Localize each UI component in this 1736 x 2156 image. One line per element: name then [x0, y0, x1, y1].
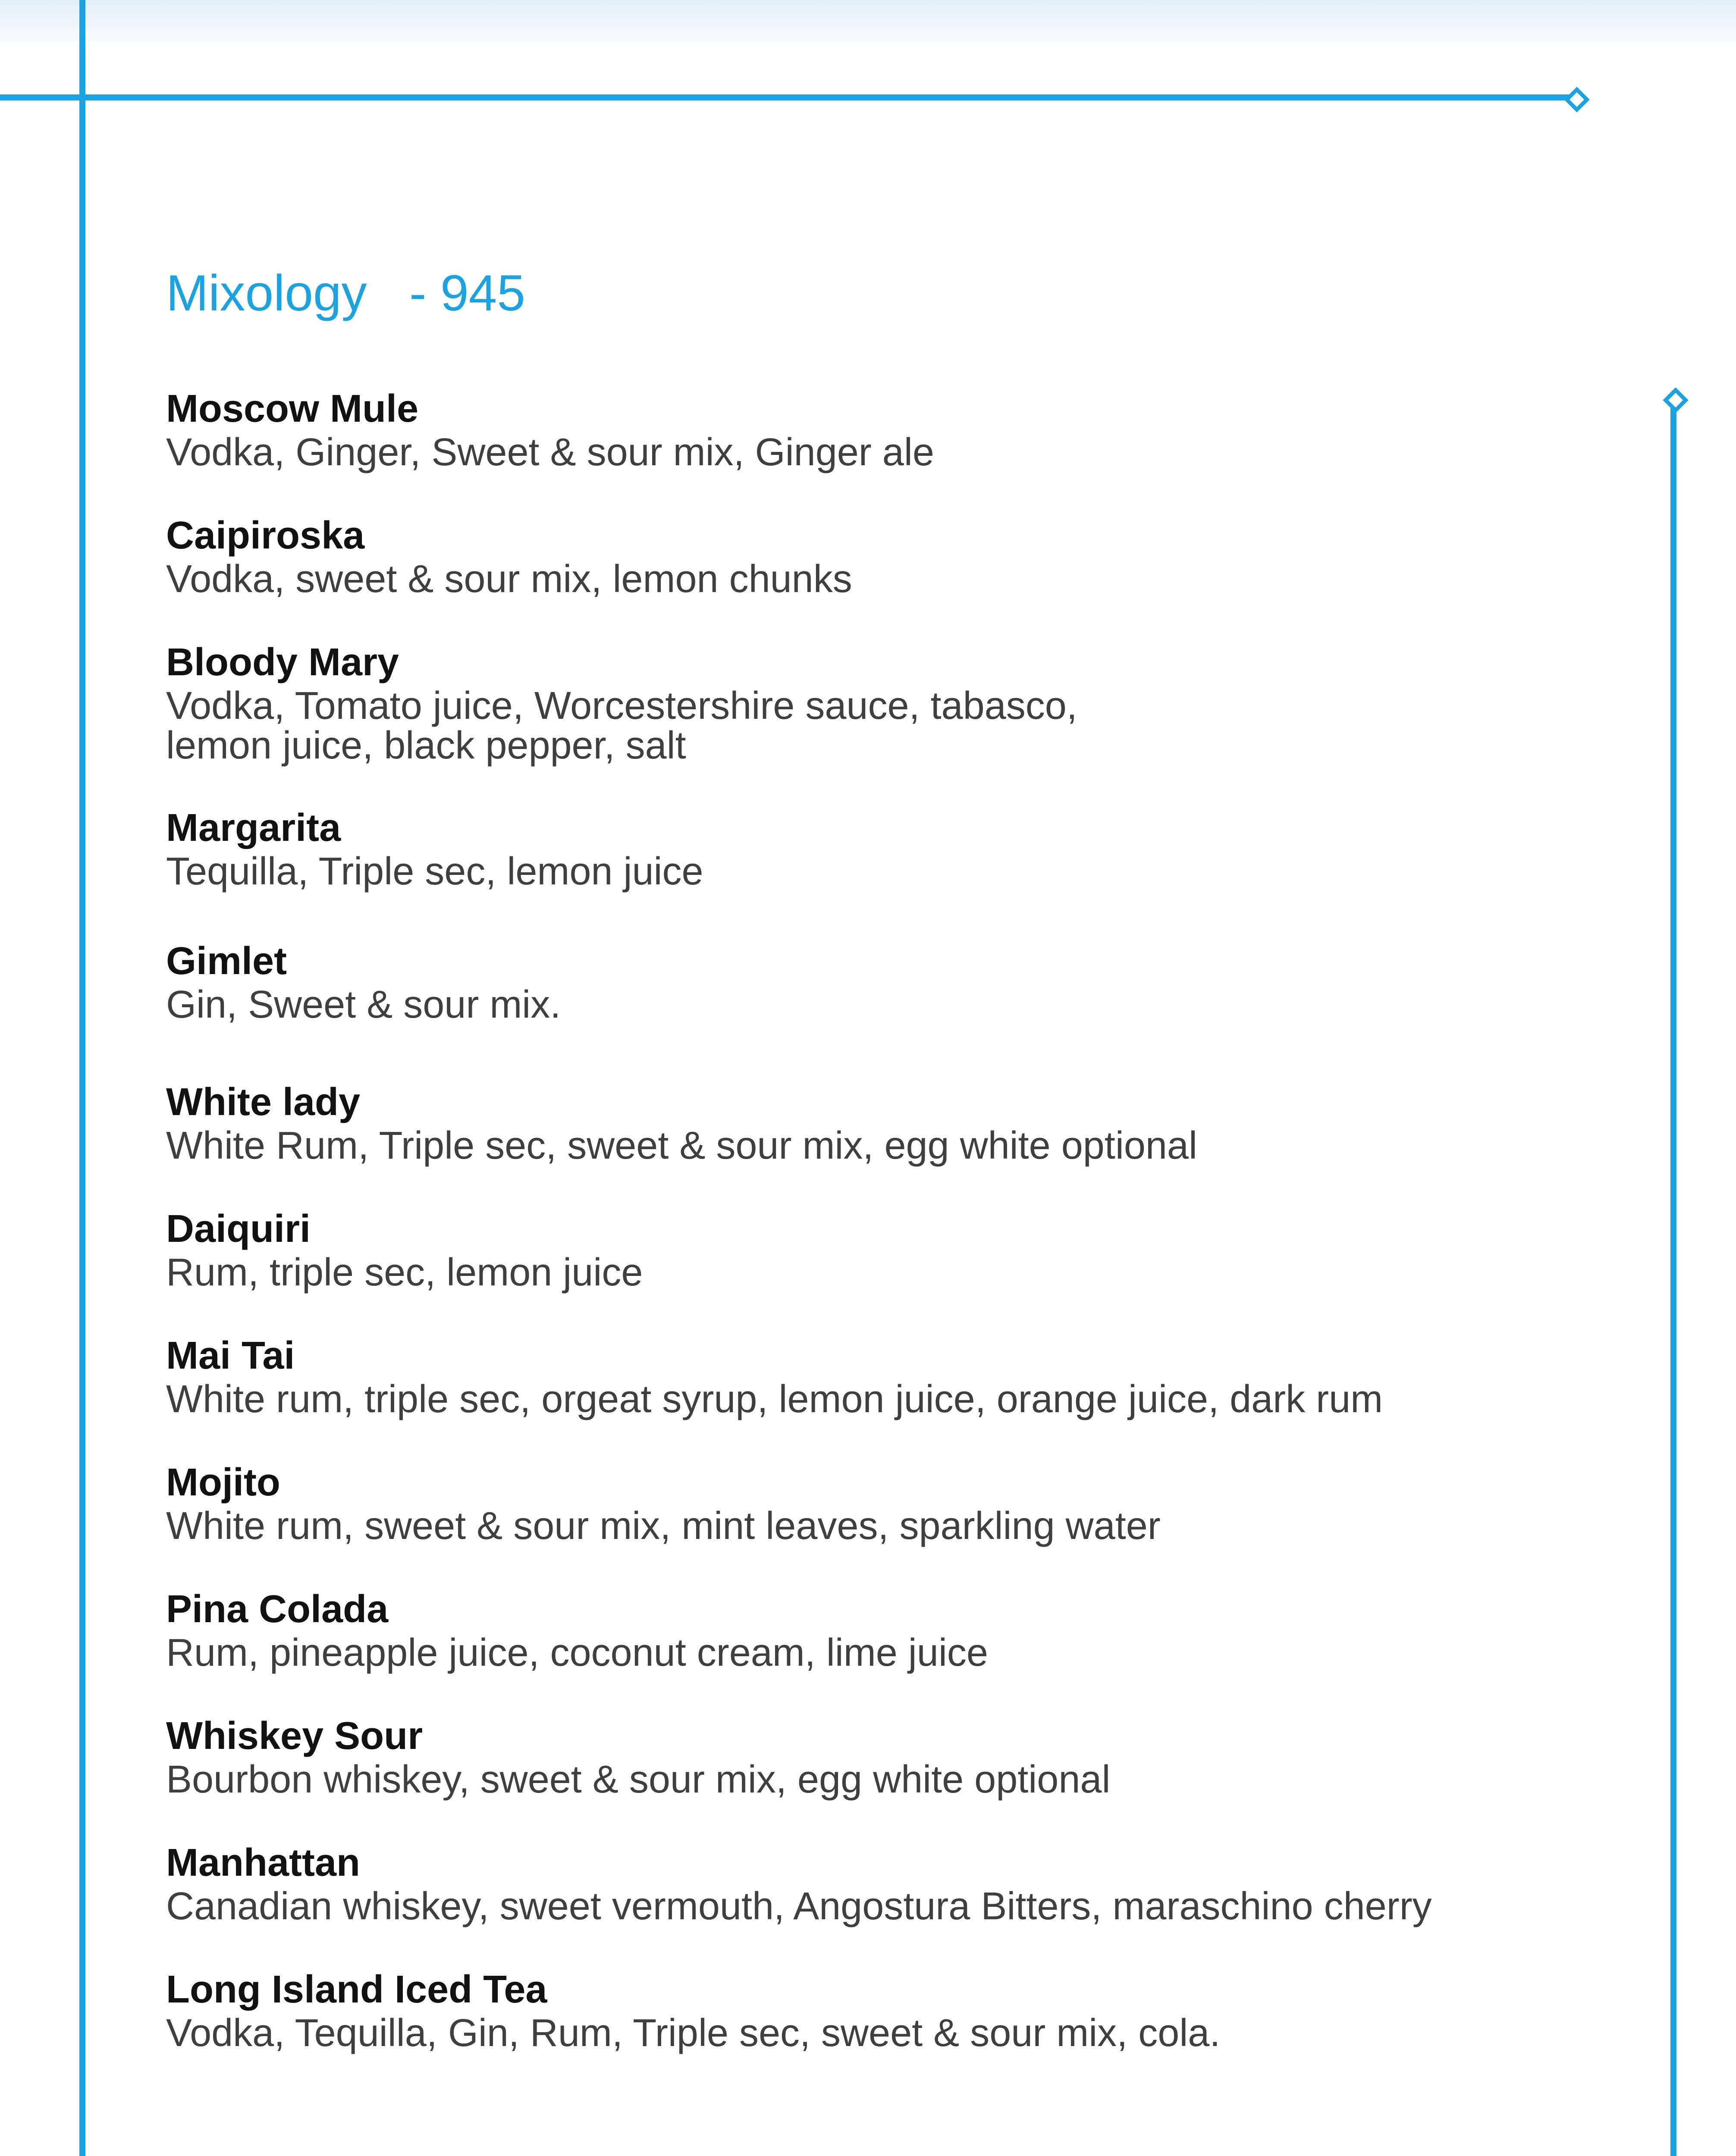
menu-item-gimlet	[166, 937, 1632, 1025]
menu-item-description: Bourbon whiskey, sweet & sour mix, egg white optional	[166, 1758, 1111, 1801]
menu-item-description: Vodka, sweet & sour mix, lemon chunks	[166, 558, 852, 601]
menu-item-name: Manhattan	[166, 1841, 360, 1884]
page-title: Mixology - 945	[166, 265, 525, 322]
menu-item-name: White lady	[166, 1081, 361, 1124]
menu-item-name: Caipiroska	[166, 514, 365, 557]
right-line-end-diamond	[1663, 387, 1688, 413]
menu-item-mojito	[166, 1459, 1632, 1546]
menu-item-description: Rum, triple sec, lemon juice	[166, 1251, 643, 1294]
top-line-end-diamond	[1564, 87, 1589, 112]
menu-item-name: Bloody Mary	[166, 641, 399, 684]
menu-item-name: Mai Tai	[166, 1334, 295, 1377]
menu-item-description: Vodka, Tomato juice, Worcestershire sauce, tabasco, lemon juice, black pepper, salt	[166, 684, 1077, 767]
menu-item-daiquiri	[166, 1205, 1632, 1292]
left-vertical-line	[79, 0, 85, 2156]
menu-item-whiskey-sour	[166, 1712, 1632, 1799]
menu-item-description: White rum, sweet & sour mix, mint leaves, sparkling water	[166, 1504, 1161, 1548]
menu-item-name: Daiquiri	[166, 1207, 311, 1250]
menu-item-white-lady	[166, 1078, 1632, 1166]
menu-item-description: Vodka, Tequilla, Gin, Rum, Triple sec, sweet & sour mix, cola.	[166, 2012, 1221, 2055]
menu-item-manhattan	[166, 1839, 1632, 1926]
menu-item-description: White Rum, Triple sec, sweet & sour mix, egg white optional	[166, 1124, 1197, 1167]
menu-item-bloody-mary	[166, 639, 1632, 765]
menu-item-name: Pina Colada	[166, 1588, 389, 1631]
menu-item-name: Long Island Iced Tea	[166, 1968, 547, 2011]
menu-item-mai-tai	[166, 1332, 1632, 1419]
menu-item-moscow-mule	[166, 385, 1632, 472]
menu-item-description: Gin, Sweet & sour mix.	[166, 983, 561, 1026]
menu-item-caipiroska	[166, 512, 1632, 599]
menu-item-description: Tequilla, Triple sec, lemon juice	[166, 850, 703, 893]
menu-item-description: White rum, triple sec, orgeat syrup, lemon juice, orange juice, dark rum	[166, 1378, 1383, 1421]
menu-item-name: Margarita	[166, 806, 341, 849]
menu-item-name: Gimlet	[166, 940, 287, 983]
menu-item-name: Whiskey Sour	[166, 1714, 423, 1758]
menu-item-description: Canadian whiskey, sweet vermouth, Angostura Bitters, maraschino cherry	[166, 1885, 1432, 1928]
menu-item-name: Moscow Mule	[166, 387, 419, 430]
menu-item-pina-colada	[166, 1586, 1632, 1673]
menu-item-margarita	[166, 804, 1632, 891]
menu-item-name: Mojito	[166, 1461, 280, 1504]
right-vertical-line	[1670, 399, 1676, 2156]
menu-item-long-island-iced-tea	[166, 1966, 1632, 2053]
menu-item-description: Vodka, Ginger, Sweet & sour mix, Ginger ale	[166, 431, 934, 474]
top-horizontal-line	[0, 94, 1574, 100]
top-haze	[0, 0, 1736, 52]
menu-item-description: Rum, pineapple juice, coconut cream, lime juice	[166, 1631, 988, 1674]
